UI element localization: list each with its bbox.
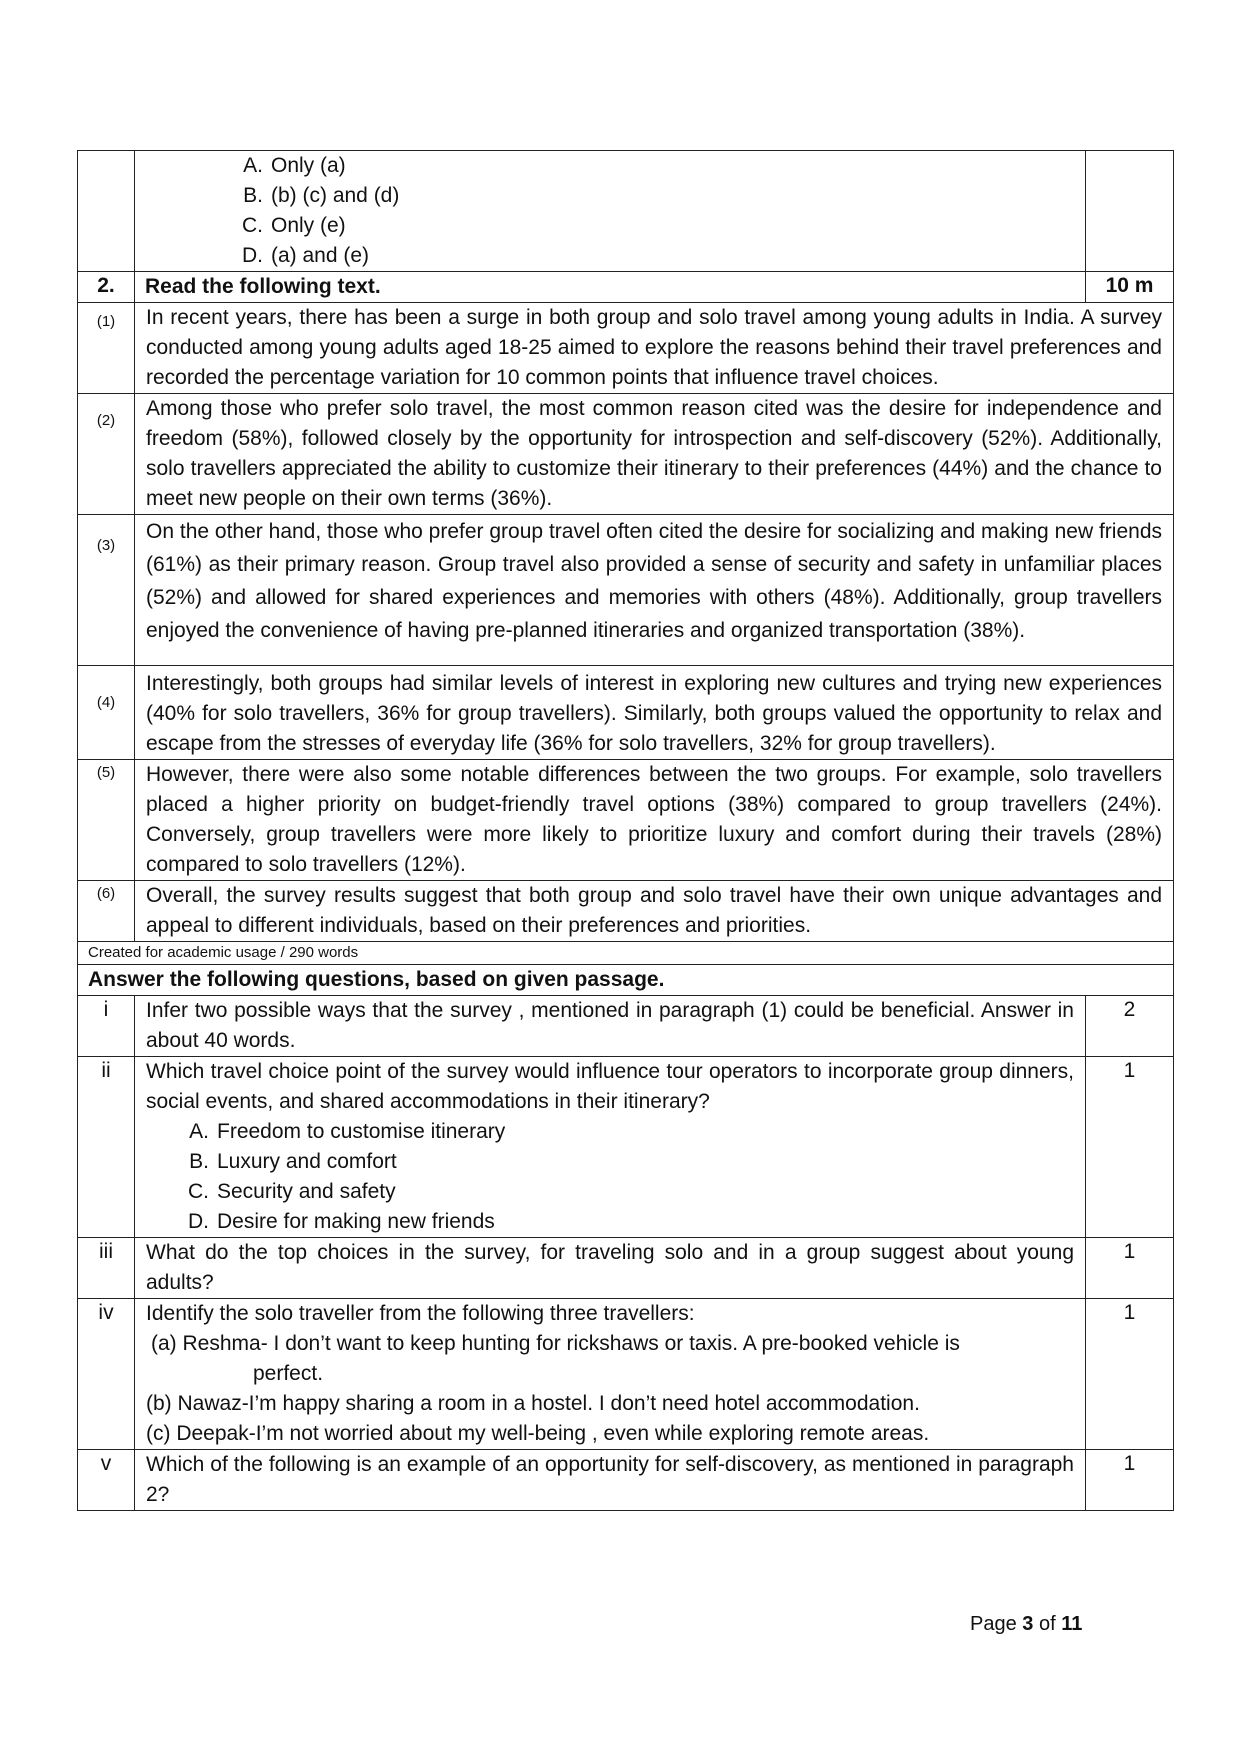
source-note-row xyxy=(78,942,1174,965)
paragraph-number: (4) xyxy=(78,666,135,760)
paragraph-row xyxy=(78,760,1174,881)
question-row xyxy=(78,1057,1174,1238)
paragraph-number: (1) xyxy=(78,303,135,394)
traveller-c: (c) Deepak-I’m not worried about my well-being , even while exploring remote areas. xyxy=(146,1422,930,1445)
paragraph-text: On the other hand, those who prefer group travel often cited the desire for socializing and making new friends (61%) as their primary reason. Group travel also provided a sense of security and safety in unfamiliar places (52%) and allowed for shared experiences and memories with others (48%). Additionally, group travellers enjoyed the convenience of having pre-planned itineraries and organized transportation (38%). xyxy=(135,515,1174,666)
paragraph-number: (2) xyxy=(78,394,135,515)
answer-header-row xyxy=(78,965,1174,996)
question-marks: 1 xyxy=(1086,1450,1174,1511)
question-number: iii xyxy=(78,1238,135,1299)
option: A. Only (a) xyxy=(243,154,346,177)
option: C. Security and safety xyxy=(188,1180,396,1203)
question-row xyxy=(78,1238,1174,1299)
question-text: Infer two possible ways that the survey , mentioned in paragraph (1) could be beneficial. Answer in about 40 words. xyxy=(135,996,1086,1057)
question-number: iv xyxy=(78,1299,135,1450)
option: B. (b) (c) and (d) xyxy=(243,184,400,207)
question-2-header-row xyxy=(78,272,1174,303)
question-number: ii xyxy=(78,1057,135,1238)
paragraph-row xyxy=(78,303,1174,394)
option: A. Freedom to customise itinerary xyxy=(189,1120,506,1143)
question-text: Which of the following is an example of an opportunity for self-discovery, as mentioned in paragraph 2? xyxy=(135,1450,1086,1511)
paragraph-number: (6) xyxy=(78,881,135,942)
traveller-b: (b) Nawaz-I’m happy sharing a room in a hostel. I don’t need hotel accommodation. xyxy=(146,1392,920,1415)
question-number: 2. xyxy=(78,272,135,303)
paragraph-text: Interestingly, both groups had similar levels of interest in exploring new cultures and trying new experiences (40% for solo travellers, 36% for group travellers). Similarly, both groups valued the opportunity to relax and escape from the stresses of everyday life (36% for solo travellers, 32% for group travellers). xyxy=(135,666,1174,760)
question-marks: 2 xyxy=(1086,996,1174,1057)
answer-header: Answer the following questions, based on given passage. xyxy=(78,965,1174,996)
paragraph-number: (5) xyxy=(78,760,135,881)
traveller-a-cont: perfect. xyxy=(253,1362,324,1385)
question-text: Identify the solo traveller from the following three travellers: xyxy=(146,1302,695,1325)
question-marks: 1 xyxy=(1086,1057,1174,1238)
paragraph-number: (3) xyxy=(78,515,135,666)
paragraph-text: In recent years, there has been a surge in both group and solo travel among young adults in India. A survey conducted among young adults aged 18-25 aimed to explore the reasons behind their travel preferences and recorded the percentage variation for 10 common points that influence travel choices. xyxy=(135,303,1174,394)
question-cell xyxy=(135,1057,1086,1238)
previous-question-options-row xyxy=(78,151,1174,272)
paragraph-row xyxy=(78,394,1174,515)
exam-table xyxy=(77,150,1174,1511)
paragraph-row xyxy=(78,515,1174,666)
option: B. Luxury and comfort xyxy=(189,1150,397,1173)
question-row xyxy=(78,996,1174,1057)
question-row xyxy=(78,1299,1174,1450)
question-number: i xyxy=(78,996,135,1057)
page-number: Page 3 of 11 xyxy=(970,1613,1083,1635)
question-marks: 1 xyxy=(1086,1238,1174,1299)
question-row xyxy=(78,1450,1174,1511)
question-marks: 10 m xyxy=(1086,272,1174,303)
question-marks: 1 xyxy=(1086,1299,1174,1450)
question-number: v xyxy=(78,1450,135,1511)
paragraph-row xyxy=(78,666,1174,760)
paragraph-text: Overall, the survey results suggest that both group and solo travel have their own unique advantages and appeal to different individuals, based on their preferences and priorities. xyxy=(135,881,1174,942)
option: D. (a) and (e) xyxy=(242,244,370,267)
question-title: Read the following text. xyxy=(135,272,1086,303)
paragraph-text: Among those who prefer solo travel, the most common reason cited was the desire for independence and freedom (58%), followed closely by the opportunity for introspection and self-discovery (52%). Additionally, solo travellers appreciated the ability to customize their itinerary to their preferences (44%) and the chance to meet new people on their own terms (36%). xyxy=(135,394,1174,515)
paragraph-text: However, there were also some notable differences between the two groups. For example, solo travellers placed a higher priority on budget-friendly travel options (38%) compared to group travellers (24%). Conversely, group travellers were more likely to prioritize luxury and comfort during their travels (28%) compared to solo travellers (12%). xyxy=(135,760,1174,881)
paragraph-row xyxy=(78,881,1174,942)
question-cell xyxy=(135,1299,1086,1450)
option: D. Desire for making new friends xyxy=(188,1210,495,1233)
question-text: What do the top choices in the survey, for traveling solo and in a group suggest about young adults? xyxy=(135,1238,1086,1299)
options-cell xyxy=(135,151,1086,272)
option: C. Only (e) xyxy=(242,214,346,237)
traveller-a: (a) Reshma- I don’t want to keep hunting for rickshaws or taxis. A pre-booked vehicle is xyxy=(151,1332,960,1355)
question-text: Which travel choice point of the survey would influence tour operators to incorporate group dinners, social events, and shared accommodations in their itinerary? xyxy=(146,1060,1074,1113)
source-note: Created for academic usage / 290 words xyxy=(78,942,1174,965)
